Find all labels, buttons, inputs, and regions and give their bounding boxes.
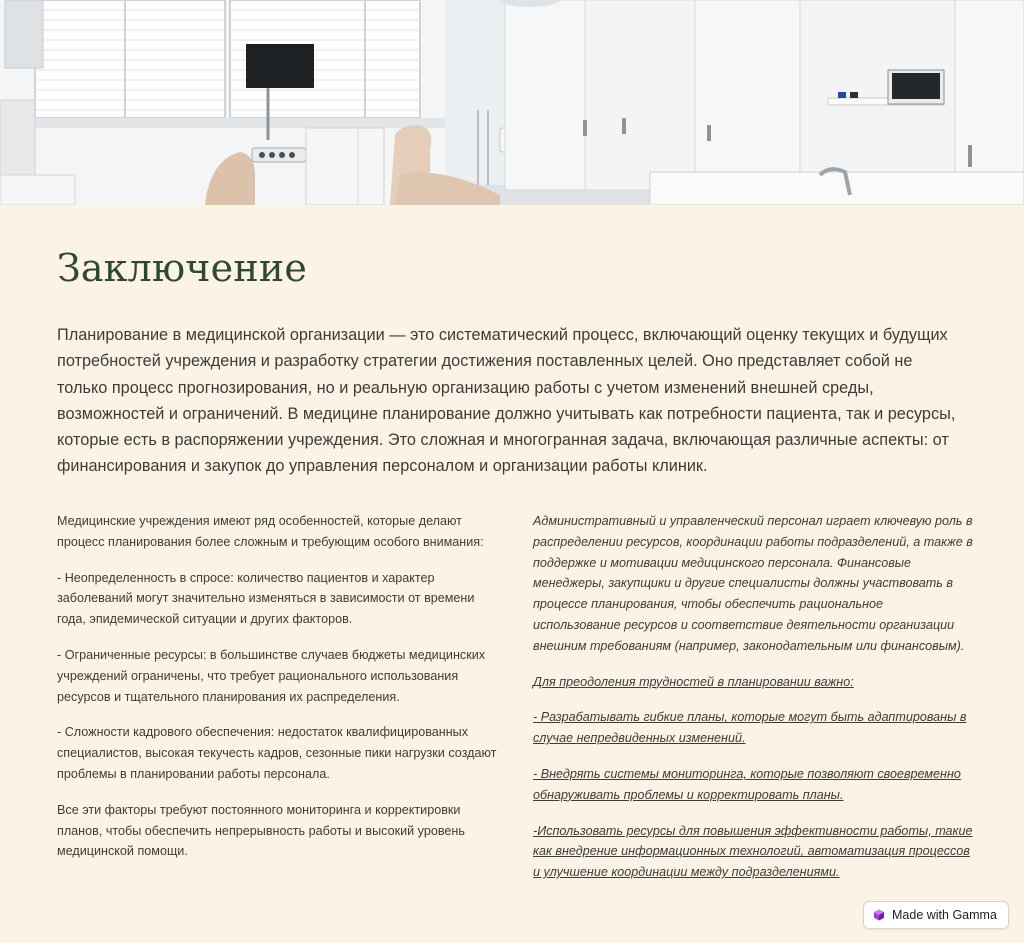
clinic-room-photo — [0, 0, 1024, 205]
right-paragraph: Административный и управленческий персонал играет ключевую роль в распределении ресурсов, координации работы подразделений, а также в поддержке и мотивации медицинского персонала. Финансовые менеджеры, закупщики и другие специалисты должны участвовать в процессе планирования, чтобы обеспечить рациональное использование ресурсов и соответствие деятельности организации внешним требованиям (например, законодательным или финансовым). — [533, 514, 973, 653]
page-title: Заключение — [57, 246, 308, 290]
hero-image — [0, 0, 1024, 205]
gamma-logo-icon — [873, 909, 885, 921]
left-column — [57, 511, 497, 877]
right-paragraph: - Разрабатывать гибкие планы, которые могут быть адаптированы в случае непредвиденных изменений. — [533, 710, 967, 746]
badge-label: Made with Gamma — [892, 908, 997, 922]
right-column — [533, 511, 973, 898]
left-paragraph: - Сложности кадрового обеспечения: недостаток квалифицированных специалистов, высокая текучесть кадров, сезонные пики нагрузки создают проблемы в планировании работы персонала. — [57, 725, 497, 781]
left-paragraph: Медицинские учреждения имеют ряд особенностей, которые делают процесс планирования более сложным и требующим особого внимания: — [57, 514, 484, 549]
left-paragraph: - Ограниченные ресурсы: в большинстве случаев бюджеты медицинских учреждений ограничены, что требует рационального использования ресурсов и тщательного планирования их распределения. — [57, 647, 486, 704]
right-paragraph: -Использовать ресурсы для повышения эффективности работы, такие как внедрение информационных технологий, автоматизация процессов и улучшение координации между подразделениями. — [533, 823, 973, 880]
left-paragraph: - Неопределенность в спросе: количество пациентов и характер заболеваний могут значительно изменяться в зависимости от времени года, эпидемической ситуации и других факторов. — [57, 570, 475, 627]
right-paragraph: - Внедрять системы мониторинга, которые позволяют своевременно обнаруживать проблемы и корректировать планы. — [533, 766, 961, 802]
left-paragraph: Все эти факторы требуют постоянного мониторинга и корректировки планов, чтобы обеспечить непрерывность работы и высокий уровень медицинской помощи. — [57, 802, 465, 859]
right-paragraph: Для преодоления трудностей в планировании важно: — [533, 674, 854, 689]
intro-paragraph: Планирование в медицинской организации — это систематический процесс, включающий оценку текущих и будущих потребностей учреждения и разработку стратегии достижения поставленных целей. Оно представляет собой не только процесс прогнозирования, но и реальную организацию работы с учетом изменений внешней среды, возможностей и ограничений. В медицине планирование должно учитывать как потребности пациента, так и ресурсы, которые есть в распоряжении учреждения. Это сложная и многогранная задача, включающая различные аспекты: от финансирования и закупок до управления персоналом и организации работы клиник. — [57, 326, 956, 476]
made-with-gamma-badge[interactable] — [863, 901, 1009, 929]
